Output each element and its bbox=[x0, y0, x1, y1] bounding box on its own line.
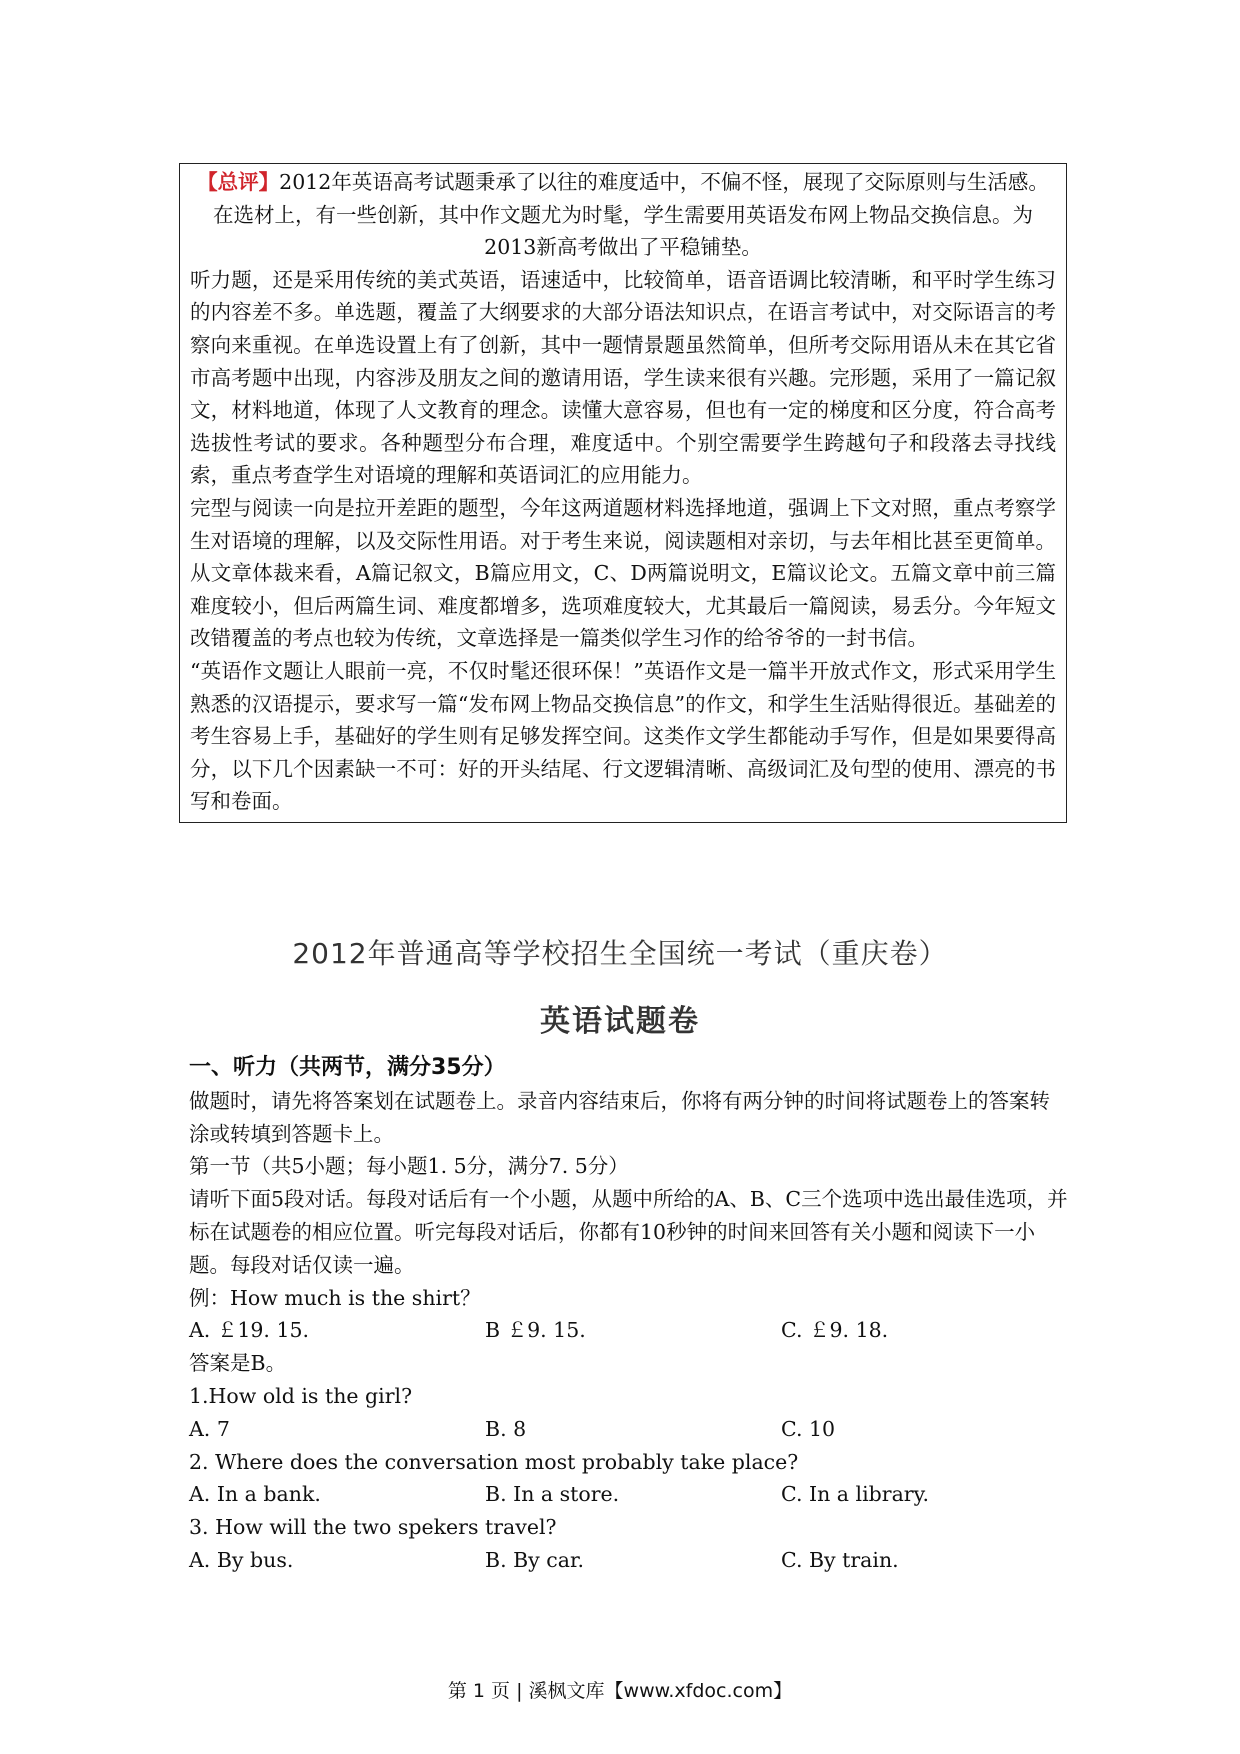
question-3: 3. How will the two spekers travel? bbox=[189, 1515, 557, 1540]
option-b: B ￡9. 15. bbox=[485, 1318, 586, 1343]
option-b: B. In a store. bbox=[485, 1482, 620, 1507]
question-2: 2. Where does the conversation most probably take place? bbox=[189, 1449, 799, 1474]
example-answer: 答案是B。 bbox=[189, 1351, 287, 1376]
section-heading: 一、听力（共两节，满分35分） bbox=[189, 1055, 506, 1080]
question-2-options bbox=[189, 1478, 1069, 1511]
listening-instruction: 做题时，请先将答案划在试题卷上。录音内容结束后，你将有两分钟的时间将试题卷上的答案转涂或转填到答题卡上。 bbox=[189, 1088, 1050, 1146]
example-question: 例：How much is the shirt？ bbox=[189, 1285, 481, 1310]
option-c: C. ￡9. 18. bbox=[781, 1318, 889, 1343]
option-a: A. ￡19. 15. bbox=[189, 1318, 310, 1343]
section1-heading: 第一节（共5小题；每小题1. 5分，满分7. 5分） bbox=[189, 1154, 629, 1179]
question-3-options bbox=[189, 1544, 1069, 1577]
option-c: C. By train. bbox=[781, 1547, 899, 1572]
review-paragraph: “英语作文题让人眼前一亮，不仅时髦还很环保！”英语作文是一篇半开放式作文，形式采用学生熟悉的汉语提示，要求写一篇“发布网上物品交换信息”的作文，和学生生活贴得很近。基础差的考生容易上手，基础好的学生则有足够发挥空间。这类作文学生都能动手写作，但是如果要得高分，以下几个因素缺一不可：好的开头结尾、行文逻辑清晰、高级词汇及句型的使用、漂亮的书写和卷面。 bbox=[190, 658, 1056, 814]
listening-section bbox=[189, 1052, 1069, 1577]
review-intro bbox=[190, 166, 1056, 264]
option-b: B. By car. bbox=[485, 1547, 585, 1572]
question-1: 1.How old is the girl? bbox=[189, 1383, 413, 1408]
review-paragraph: 完型与阅读一向是拉开差距的题型，今年这两道题材料选择地道，强调上下文对照，重点考察学生对语境的理解，以及交际性用语。对于考生来说，阅读题相对亲切，与去年相比甚至更简单。从文章体裁来看，A篇记叙文，B篇应用文，C、D两篇说明文，E篇议论文。五篇文章中前三篇难度较小，但后两篇生词、难度都增多，选项难度较大，尤其最后一篇阅读，易丢分。今年短文改错覆盖的考点也较为传统，文章选择是一篇类似学生习作的给爷爷的一封书信。 bbox=[190, 495, 1056, 651]
option-a: A. In a bank. bbox=[189, 1482, 321, 1507]
option-a: A. By bus. bbox=[189, 1547, 294, 1572]
review-paragraph: 听力题，还是采用传统的美式英语，语速适中，比较简单，语音语调比较清晰，和平时学生练习的内容差不多。单选题，覆盖了大纲要求的大部分语法知识点，在语言考试中，对交际语言的考察向来重视。在单选设置上有了创新，其中一题情景题虽然简单，但所考交际用语从未在其它省市高考题中出现，内容涉及朋友之间的邀请用语，学生读来很有兴趣。完形题，采用了一篇记叙文，材料地道，体现了人文教育的理念。读懂大意容易，但也有一定的梯度和区分度，符合高考选拔性考试的要求。各种题型分布合理，难度适中。个别空需要学生跨越句子和段落去寻找线索，重点考查学生对语境的理解和英语词汇的应用能力。 bbox=[190, 267, 1056, 488]
exam-subtitle: 英语试题卷 bbox=[540, 1004, 700, 1039]
option-c: C. In a library. bbox=[781, 1482, 929, 1507]
option-b: B. 8 bbox=[485, 1416, 527, 1441]
review-tag: 【总评】 bbox=[197, 170, 280, 194]
section1-instruction: 请听下面5段对话。每段对话后有一个小题，从题中所给的A、B、C三个选项中选出最佳选项，并标在试题卷的相应位置。听完每段对话后，你都有10秒钟的时间来回答有关小题和阅读下一小题。每段对话仅读一遍。 bbox=[189, 1187, 1068, 1277]
option-a: A. 7 bbox=[189, 1416, 230, 1441]
question-1-options bbox=[189, 1413, 1069, 1446]
option-c: C. 10 bbox=[781, 1416, 836, 1441]
exam-title: 2012年普通高等学校招生全国统一考试（重庆卷） bbox=[292, 937, 948, 970]
page-footer: 第 1 页 | 溪枫文库【www.xfdoc.com】 bbox=[447, 1680, 793, 1702]
example-options bbox=[189, 1314, 1069, 1347]
review-box bbox=[179, 163, 1067, 823]
review-intro-text: 2012年英语高考试题秉承了以往的难度适中，不偏不怪，展现了交际原则与生活感。在选材上，有一些创新，其中作文题尤为时髦，学生需要用英语发布网上物品交换信息。为2013新高考做出了平稳铺垫。 bbox=[213, 170, 1049, 260]
